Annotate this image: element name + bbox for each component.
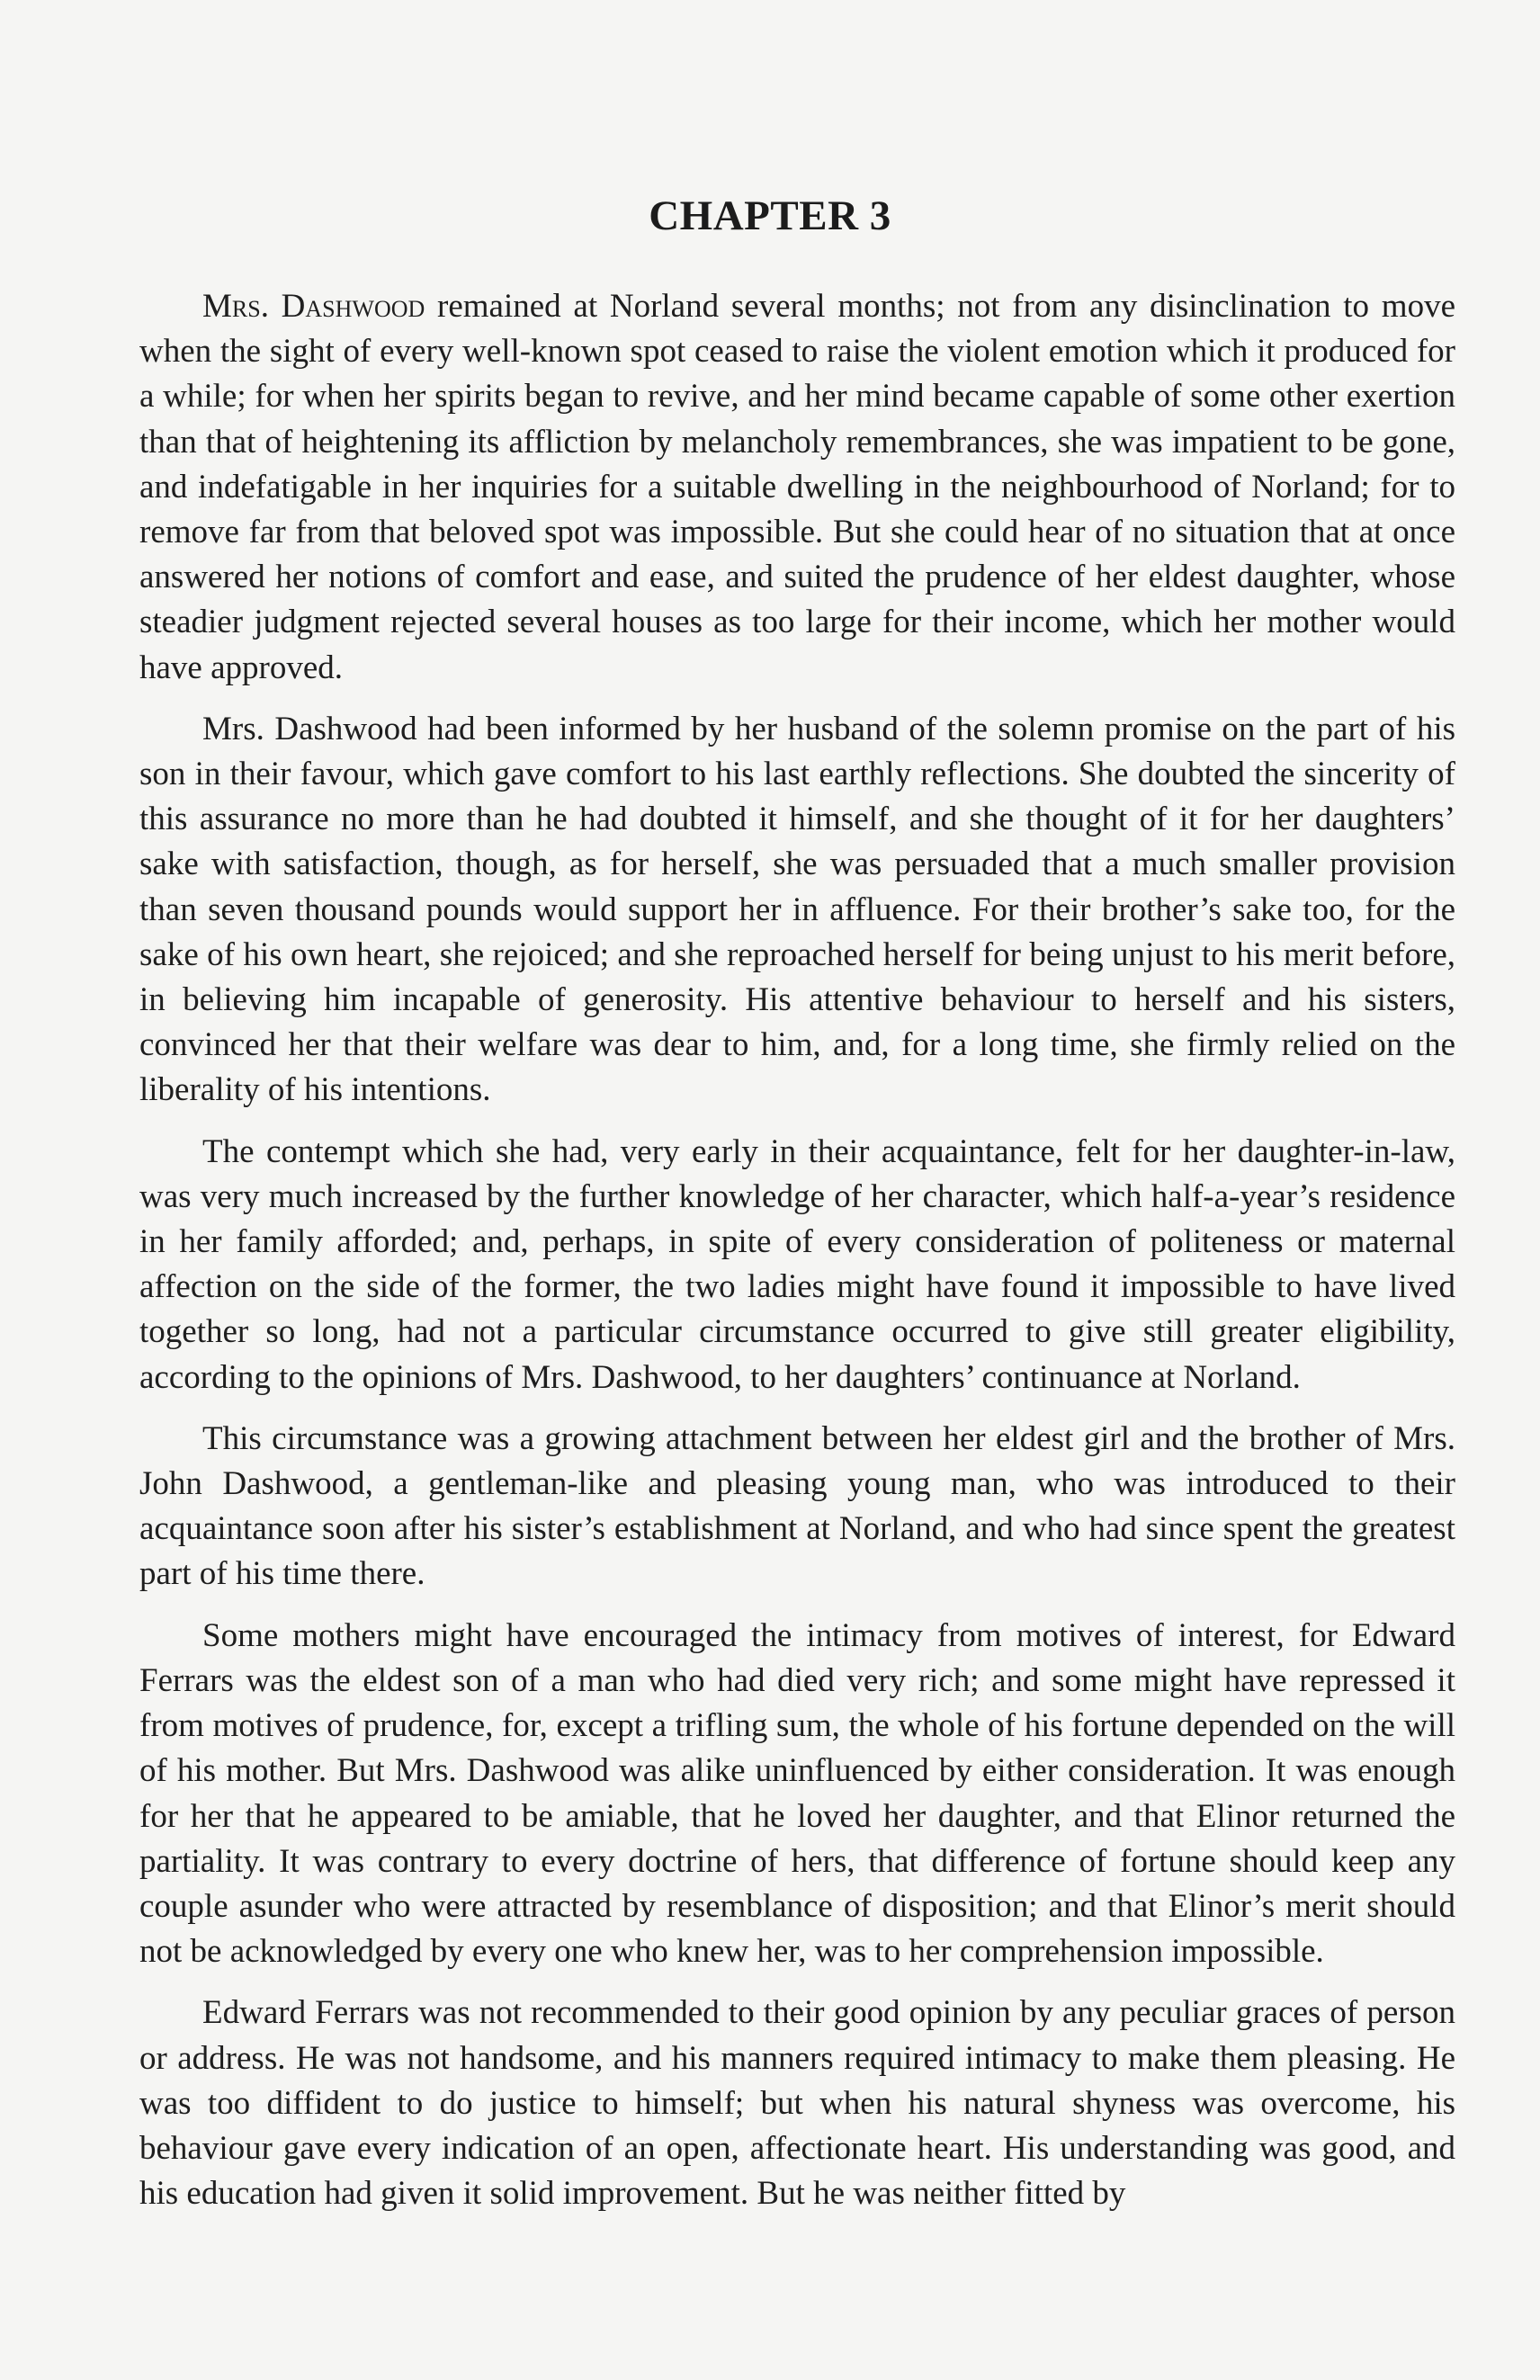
paragraph-4: This circumstance was a growing attachment between her eldest girl and the brother of Mrs. John Dashwood, a gentleman-like and pleasing young man, who was introduced to their acquaintance soon after his sister’s establishment at Norland, and who had since spent the greatest part of his time there.: [139, 1419, 1455, 1593]
chapter-body: [139, 284, 1455, 2232]
paragraph-5: Some mothers might have encouraged the intimacy from motives of interest, for Edward Ferrars was the eldest son of a man who had died very rich; and some might have repressed it from motives of prudence, for, except a trifling sum, the whole of his fortune depended on the will of his mother. But Mrs. Dashwood was alike uninfluenced by either consideration. It was enough for her that he appeared to be amiable, that he loved her daughter, and that Elinor returned the partiality. It was contrary to every doctrine of hers, that difference of fortune should keep any couple asunder who were attracted by resemblance of disposition; and that Elinor’s merit should not be acknowledged by every one who knew her, was to her comprehension impossible.: [139, 1616, 1455, 1971]
paragraph-lead: Mrs. Dashwood: [202, 288, 425, 325]
paragraph-2: Mrs. Dashwood had been informed by her husband of the solemn promise on the part of his son in their favour, which gave comfort to his last earthly reflections. She doubted the sincerity of this assurance no more than he had doubted it himself, and she thought of it for her daughters’ sake with satisfaction, though, as for herself, she was persuaded that a much smaller provision than seven thousand pounds would support her in affluence. For their brother’s sake too, for the sake of his own heart, she rejoiced; and she reproached herself for being unjust to his merit before, in believing him incapable of generosity. His attentive behaviour to herself and his sisters, convinced her that their welfare was dear to him, and, for a long time, she firmly relied on the liberality of his intentions.: [139, 710, 1455, 1109]
paragraph-3: The contempt which she had, very early in their acquaintance, felt for her daughter-in-law, was very much increased by the further knowledge of her character, which half-a-year’s residence in her family afforded; and, perhaps, in spite of every consideration of politeness or maternal affection on the side of the former, the two ladies might have found it impossible to have lived together so long, had not a particular circumstance occurred to give still greater eligibility, according to the opinions of Mrs. Dashwood, to her daughters’ continuance at Norland.: [139, 1132, 1455, 1396]
paragraph-1: [139, 284, 1455, 691]
chapter-title: CHAPTER 3: [649, 192, 891, 239]
paragraph-6: Edward Ferrars was not recommended to their good opinion by any peculiar graces of person or address. He was not handsome, and his manners required intimacy to make them pleasing. He was too diffident to do justice to himself; but when his natural shyness was overcome, his behaviour gave every indication of an open, affectionate heart. His understanding was good, and his education had given it solid improvement. But he was neither fitted by: [139, 1994, 1455, 2213]
paragraph-text: remained at Norland several months; not from any disinclination to move when the sight of every well-known spot ceased to raise the violent emotion which it produced for a while; for when her spirits began to revive, and her mind became capable of some other exertion than that of heightening its affliction by melancholy remembrances, she was impatient to be gone, and indefatigable in her inquiries for a suitable dwelling in the neighbourhood of Norland; for to remove far from that beloved spot was impossible. But she could hear of no situation that at once answered her notions of comfort and ease, and suited the prudence of her eldest daughter, whose steadier judgment rejected several houses as too large for their income, which her mother would have approved.: [139, 288, 1455, 686]
